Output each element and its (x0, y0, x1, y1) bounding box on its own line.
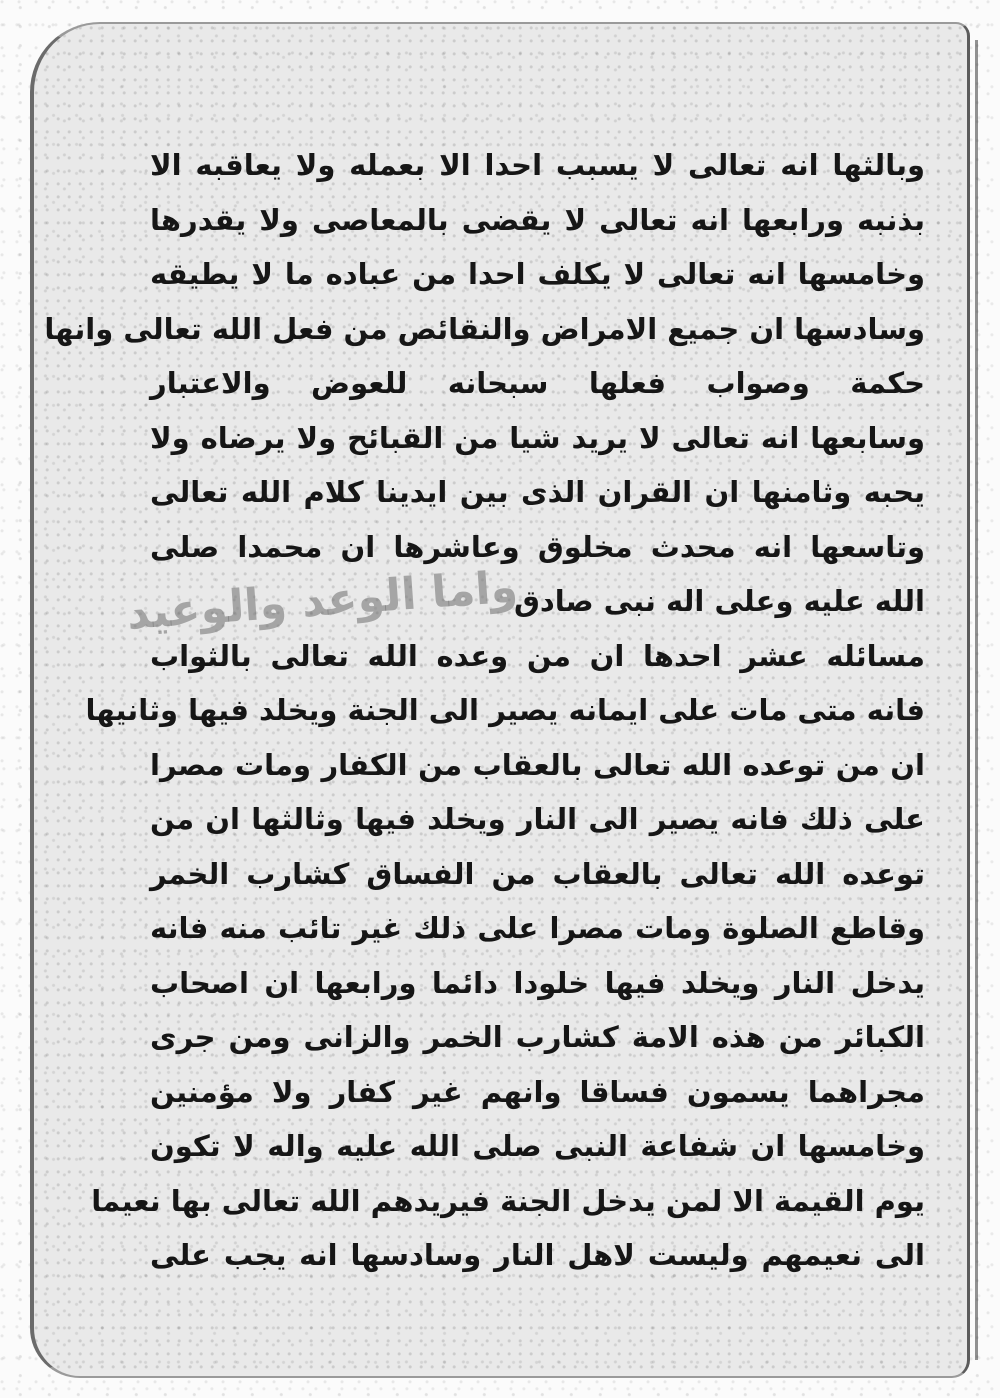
text-line-3: وخامسها انه تعالى لا يكلف احدا من عباده ما لا يطيقه (150, 257, 925, 291)
text-line-9: الله عليه وعلى اله نبى صادق (513, 584, 925, 618)
section-heading-stamp: واما الوعد والوعيد (125, 561, 520, 640)
text-line-5: حكمة وصواب فعلها سبحانه للعوض والاعتبار (150, 366, 925, 400)
text-line-18: مجراهما يسمون فساقا وانهم غير كفار ولا مؤمنين (150, 1074, 925, 1109)
text-line-4: وسادسها ان جميع الامراض والنقائص من فعل الله تعالى وانها (44, 311, 925, 346)
text-line-20: يوم القيمة الا لمن يدخل الجنة فيريدهم الله تعالى بها نعيما (91, 1183, 925, 1218)
text-line-19: وخامسها ان شفاعة النبى صلى الله عليه واله لا تكون (150, 1129, 925, 1163)
text-line-12: ان من توعده الله تعالى بالعقاب من الكفار ومات مصرا (150, 747, 925, 782)
text-line-8: وتاسعها انه محدث مخلوق وعاشرها ان محمدا صلى (150, 529, 925, 564)
text-line-7: يحبه وثامنها ان القران الذى بين ايدينا كلام الله تعالى (150, 475, 925, 509)
text-line-17: الكبائر من هذه الامة كشارب الخمر والزانى ومن جرى (150, 1020, 925, 1054)
manuscript-text-block (44, 138, 925, 1283)
binding-edge (975, 40, 978, 1360)
text-line-16: يدخل النار ويخلد فيها خلودا دائما ورابعها ان اصحاب (150, 965, 925, 1000)
text-line-2: بذنبه ورابعها انه تعالى لا يقضى بالمعاصى ولا يقدرها (150, 202, 925, 237)
text-line-1: وبالثها انه تعالى لا يسبب احدا الا بعمله ولا يعاقبه الا (150, 148, 925, 182)
text-line-14: توعده الله تعالى بالعقاب من الفساق كشارب الخمر (150, 856, 925, 891)
text-line-21: الى نعيمهم وليست لاهل النار وسادسها انه يجب على (150, 1238, 925, 1272)
text-line-15: وقاطع الصلوة ومات مصرا على ذلك غير تائب منه فانه (150, 911, 925, 945)
text-line-11: فانه متى مات على ايمانه يصير الى الجنة ويخلد فيها وثانيها (85, 693, 925, 727)
text-line-6: وسابعها انه تعالى لا يريد شيا من القبائح ولا يرضاه ولا (150, 420, 925, 455)
text-line-13: على ذلك فانه يصير الى النار ويخلد فيها وثالثها ان من (150, 802, 925, 836)
text-line-10: مسائله عشر احدها ان من وعده الله تعالى بالثواب (150, 638, 925, 673)
